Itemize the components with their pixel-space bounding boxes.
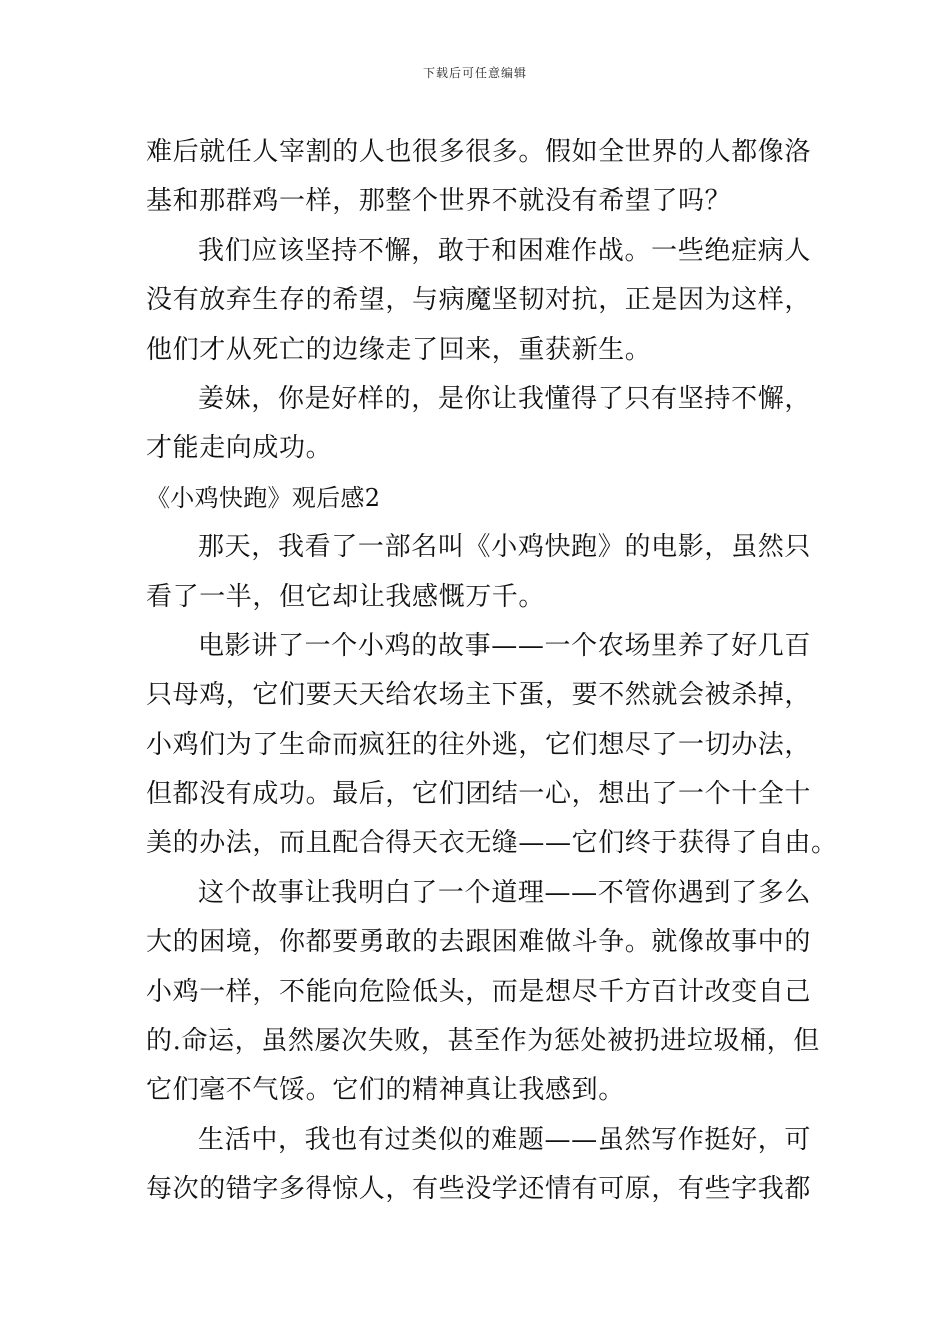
text-line: 才能走向成功。 (146, 433, 333, 464)
text-line: 只母鸡，它们要天天给农场主下蛋，要不然就会被杀掉， (146, 680, 812, 711)
text-line: 它们毫不气馁。它们的精神真让我感到。 (146, 1075, 625, 1106)
text-line: 我们应该坚持不懈，敢于和困难作战。一些绝症病人 (198, 235, 811, 266)
text-line: 没有放弃生存的希望，与病魔坚韧对抗，正是因为这样， (146, 285, 812, 316)
text-line: 生活中，我也有过类似的难题——虽然写作挺好，可 (198, 1124, 811, 1155)
section-title: 《小鸡快跑》观后感2 (146, 483, 381, 512)
text-line: 那天，我看了一部名叫《小鸡快跑》的电影，虽然只 (198, 532, 811, 563)
text-line: 小鸡们为了生命而疯狂的往外逃，它们想尽了一切办法， (146, 729, 812, 760)
page-header-note: 下载后可任意编辑 (422, 66, 527, 80)
text-line: 但都没有成功。最后，它们团结一心，想出了一个十全十 (146, 779, 812, 810)
text-line: 这个故事让我明白了一个道理——不管你遇到了多么 (198, 877, 811, 908)
text-line: 他们才从死亡的边缘走了回来，重获新生。 (146, 334, 652, 365)
text-line: 难后就任人宰割的人也很多很多。假如全世界的人都像洛 (146, 137, 812, 167)
text-line: 姜妹，你是好样的，是你让我懂得了只有坚持不懈， (198, 383, 811, 414)
text-line: 大的困境，你都要勇敢的去跟困难做斗争。就像故事中的 (146, 927, 812, 958)
text-line: 美的办法，而且配合得天衣无缝——它们终于获得了自由。 (146, 828, 838, 859)
text-line: 的.命运，虽然屡次失败，甚至作为惩处被扔进垃圾桶，但 (146, 1026, 820, 1057)
document-body (146, 128, 838, 1215)
text-line: 每次的错字多得惊人，有些没学还情有可原，有些字我都 (146, 1174, 812, 1205)
text-line: 看了一半，但它却让我感慨万千。 (146, 581, 546, 612)
text-line: 基和那群鸡一样，那整个世界不就没有希望了吗？ (146, 186, 732, 217)
text-line: 电影讲了一个小鸡的故事——一个农场里养了好几百 (198, 630, 811, 661)
text-line: 小鸡一样，不能向危险低头，而是想尽千方百计改变自己 (146, 976, 812, 1007)
